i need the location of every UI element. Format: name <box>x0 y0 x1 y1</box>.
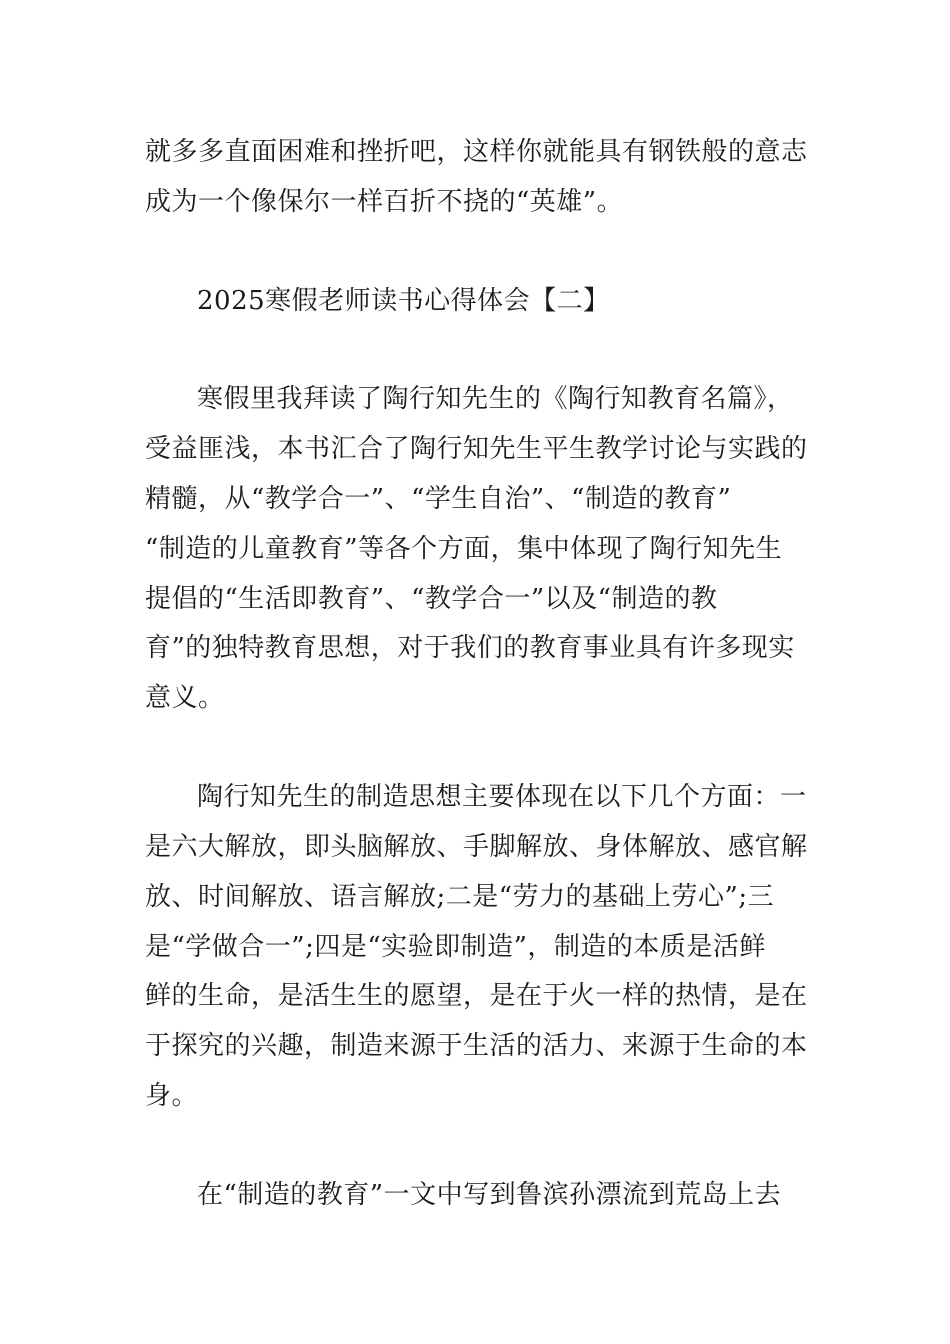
text-line: “制造的儿童教育”等各个方面，集中体现了陶行知先生 <box>145 534 783 564</box>
section-heading: 2025寒假老师读书心得体会【二】 <box>197 286 610 316</box>
text-line: 是六大解放，即头脑解放、手脚解放、身体解放、感官解 <box>145 832 808 862</box>
text-line: 就多多直面困难和挫折吧，这样你就能具有钢铁般的意志 <box>145 137 808 167</box>
text-line: 放、时间解放、语言解放;二是“劳力的基础上劳心”;三 <box>145 882 775 912</box>
text-line: 意义。 <box>145 683 225 713</box>
text-line: 身。 <box>145 1081 199 1111</box>
text-line: 提倡的“生活即教育”、“教学合一”以及“制造的教 <box>145 584 718 614</box>
text-line: 陶行知先生的制造思想主要体现在以下几个方面：一 <box>197 782 807 812</box>
text-line: 鲜的生命，是活生生的愿望，是在于火一样的热情，是在 <box>145 981 808 1011</box>
text-line: 成为一个像保尔一样百折不挠的“英雄”。 <box>145 187 624 217</box>
text-line: 育”的独特教育思想，对于我们的教育事业具有许多现实 <box>145 633 795 663</box>
text-line: 寒假里我拜读了陶行知先生的《陶行知教育名篇》， <box>197 384 794 414</box>
text-line: 是“学做合一”;四是“实验即制造”，制造的本质是活鲜 <box>145 932 766 962</box>
text-line: 精髓，从“教学合一”、“学生自治”、“制造的教育” <box>145 484 732 514</box>
text-line: 受益匪浅，本书汇合了陶行知先生平生教学讨论与实践的 <box>145 434 808 464</box>
text-line: 于探究的兴趣，制造来源于生活的活力、来源于生命的本 <box>145 1031 808 1061</box>
text-line: 在“制造的教育”一文中写到鲁滨孙漂流到荒岛上去 <box>197 1180 782 1210</box>
